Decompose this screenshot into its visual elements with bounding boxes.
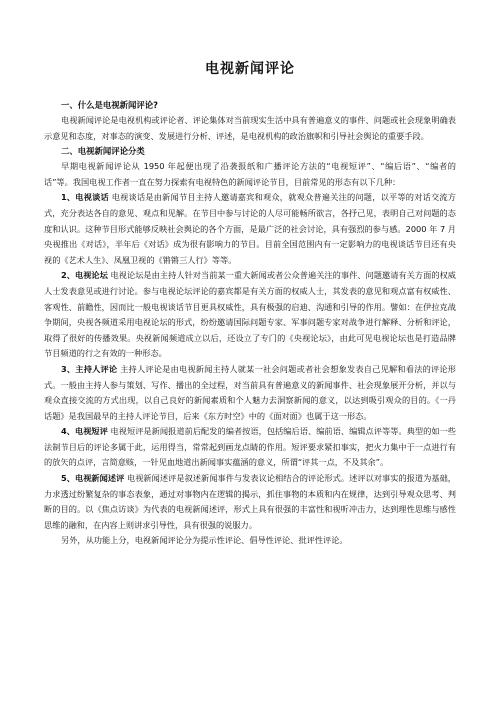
paragraph-lead: 1、电视谈话 — [61, 192, 109, 203]
paragraph-lead: 3、主持人评论 — [61, 363, 118, 374]
paragraph-tv-talk — [44, 190, 456, 268]
section-heading-categories: 二、电视新闻评论分类 — [61, 146, 145, 157]
paragraph-text: 电视论坛是由主持人针对当前某一重大新闻或者公众普遍关注的事件、问题邀请有关方面的权威人士发表意见或进行讨论。参与电视论坛评论的嘉宾都是有关方面的权威人士，其发表的意见和观点富有权威性、客观性、前瞻性，因而比一般电视谈话节目更具权威性，具有极强的启迪、沟通和引导的作用。譬如：在伊拉克战争期间，央视各频道采用电视论坛的形式，纷纷邀请国际问题专家、军事问题专家对战争进行解释、分析和评论，取得了很好的传播效果。央视新闻频道成立以后，还设立了专门的《央视论坛》，由此可见电视论坛也是打造品牌节目频道的行之有效的一种形态。 — [44, 270, 456, 359]
paragraph-text: 电视谈话是由新闻节目主持人邀请嘉宾和观众，就观众普遍关注的问题，以平等的对话交流方式，充分表达各自的意见、观点和见解。在节目中参与讨论的人尽可能畅所欲言，各抒己见，表明自己对问题的态度和认识。这种节目形式能够反映社会舆论的各个方面，是最广泛的社会讨论，具有强烈的参与感。2000 年 7 月央视推出《对话》，半年后《对话》成为很有影响力的节目。目前全国范围内有一定影响力的电视谈话节目还有央视的《艺术人生》、凤凰卫视的《锵锵三人行》等等。 — [44, 192, 456, 265]
paragraph-lead: 2、电视论坛 — [61, 270, 108, 281]
paragraph-text: 电视短评是新闻报道前后配发的编者按语，包括编后语、编前语、编辑点评等等。典型的如一些法制节目后的评论多属于此，运用得当，常常起到画龙点睛的作用。短评要求紧扣事实，把火力集中于一点进行有的放矢的点评，言简意赅，一针见血地道出新闻事实蕴涵的意义，所谓“评其一点，不及其余”。 — [44, 426, 456, 468]
document-title: 电视新闻评论 — [205, 61, 295, 77]
paragraph-intro — [44, 159, 456, 190]
paragraph-text: 早期电视新闻评论从 1950 年起便出现了沿袭报纸和广播评论方法的“电视短评”、“编后语”、“编者的话”等。我国电视工作者一直在努力探索有电视特色的新闻评论节目，目前常见的形态有以下几种： — [44, 161, 456, 187]
paragraph-host-commentary — [44, 362, 456, 424]
paragraph-text: 电视新闻述评是叙述新闻事件与发表议论相结合的评论形式。述评以对事实的报道为基础，力求透过纷繁复杂的事态表象，通过对事物内在逻辑的揭示，抓住事物的本质和内在规律，达到引导观众思考、判断的目的。以《焦点访谈》为代表的电视新闻述评，形式上具有很强的丰富性和视听冲击力，达到理性思维与感性思维的融和，在内容上则讲求引导性，具有很强的说服力。 — [44, 473, 456, 530]
paragraph-lead: 4、电视短评 — [61, 426, 108, 437]
paragraph-text: 主持人评论是由电视新闻主持人就某一社会问题或者社会想象发表自己见解和看法的评论形式。一般由主持人参与策划、写作、播出的全过程，对当前具有普遍意义的新闻事件、社会现象展开分析，并以与观众直接交流的方式出现，以自己良好的新闻素质和个人魅力去洞察新闻的意义，以达到吸引观众的目的。《一丹话题》是我国最早的主持人评论节目，后来《东方时空》中的《面对面》也属于这一形态。 — [44, 363, 456, 421]
paragraph-definition — [44, 113, 456, 144]
paragraph-short-comment — [44, 424, 456, 471]
paragraph-news-review — [44, 471, 456, 533]
paragraph-tv-forum — [44, 268, 456, 362]
paragraph-text: 另外，从功能上分，电视新闻评论分为提示性评论、倡导性评论、批评性评论。 — [61, 535, 348, 546]
paragraph-closing — [44, 533, 456, 549]
section-heading-definition: 一、什么是电视新闻评论? — [61, 100, 158, 110]
paragraph-lead: 5、电视新闻述评 — [61, 473, 125, 484]
paragraph-text: 电视新闻评论是电视机构或评论者、评论集体对当前现实生活中具有普遍意义的事件、问题或社会现象明确表示意见和态度，对事态的演变、发展进行分析、评述，是电视机构的政治旗帜和引导社会舆论的重要手段。 — [44, 115, 456, 141]
